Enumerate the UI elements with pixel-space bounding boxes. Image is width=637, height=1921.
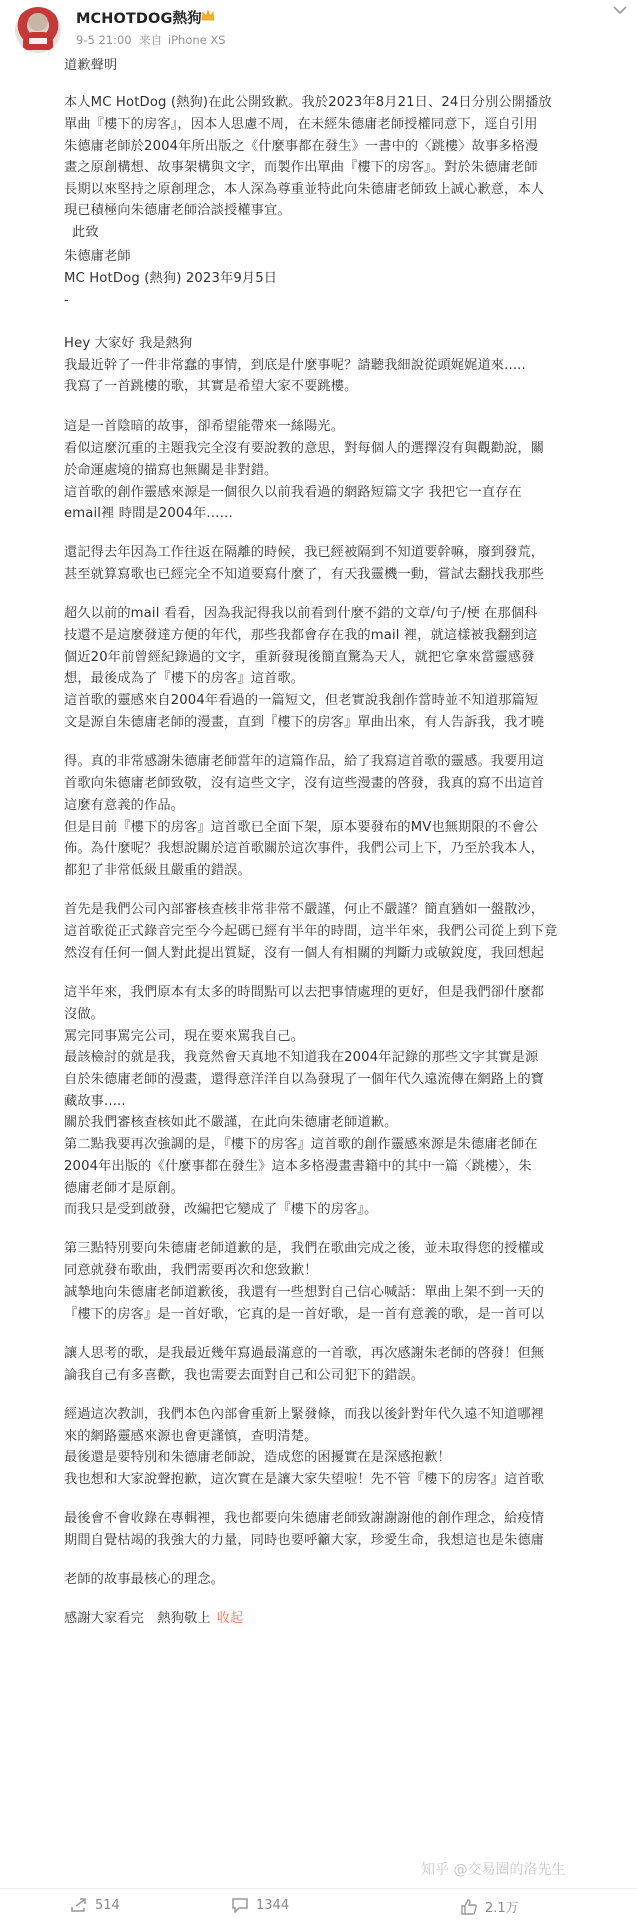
post-text-line: 看似這麼沉重的主題我完全沒有要說教的意思，對每個人的選擇沒有與觀勸說，關: [64, 441, 545, 456]
post-text-line: 道歉聲明: [64, 58, 118, 73]
author-name[interactable]: MCHOTDOG熱狗: [76, 11, 202, 27]
comment-count: 1344: [256, 1897, 290, 1913]
post-text-line: 罵完同事罵完公司，現在要來罵我自己。: [64, 1029, 305, 1044]
post-header: [0, 0, 637, 64]
post-text-line: 朱德庸老師於2004年所出版之《什麼事都在發生》一書中的〈跳樓〉故事多格漫: [64, 139, 539, 154]
post-text-line: 我最近幹了一件非常蠢的事情，到底是什麼事呢？請聽我細說從頭娓娓道來.....: [64, 358, 526, 373]
post-text-line: 而我只是受到啟發，改編把它變成了『樓下的房客』。: [64, 1202, 378, 1217]
post-text-line: 個近20年前曾經紀錄過的文字，重新發現後簡直驚為天人，就把它拿來當靈感發: [64, 650, 535, 665]
chevron-down-icon[interactable]: [611, 4, 629, 16]
action-bar: [0, 1888, 637, 1921]
source-prefix: 来自: [139, 33, 163, 47]
post-text-line: 關於我們審核查核如此不嚴謹，在此向朱德庸老師道歉。: [64, 1115, 398, 1130]
thumbs-up-icon: [460, 1899, 478, 1915]
post-text-line: 於命運處境的描寫也無關是非對錯。: [64, 463, 278, 478]
post-text-line: 最後會不會收錄在專輯裡，我也都要向朱德庸老師致謝謝謝他的創作理念，給疫情: [64, 1511, 545, 1526]
post-text-line: 最該檢討的就是我，我竟然會天真地不知道我在2004年記錄的那些文字其實是源: [64, 1050, 539, 1065]
post-text-line: 沒做。: [64, 1007, 105, 1022]
post-meta: [76, 32, 226, 48]
post-text-line: 期間自覺枯竭的我強大的力量，同時也要呼籲大家，珍愛生命，我想這也是朱德庸: [64, 1533, 545, 1548]
post-text-line: 首先是我們公司內部審核查核非常非常不嚴謹，何止不嚴謹？簡直猶如一盤散沙，: [64, 902, 545, 917]
post-text-line: 這首歌從正式錄音完至今今起碼已經有半年的時間，這半年來，我們公司從上到下竟: [64, 924, 558, 939]
post-text-line: 還記得去年因為工作往返在隔離的時候，我已經被隔到不知道要幹嘛，廢到發荒，: [64, 545, 545, 560]
post-source: iPhone XS: [167, 33, 226, 47]
post-text-line: 來的網路靈感來源也會更謹慎，查明清楚。: [64, 1429, 318, 1444]
post-text-line: 首歌向朱德庸老師致敬，沒有這些文字，沒有這些漫畫的啓發，我真的寫不出這首: [64, 776, 545, 791]
post-text-line: 讓人思考的歌，是我最近幾年寫過最滿意的一首歌，再次感謝朱老師的啓發！但無: [64, 1346, 545, 1361]
post-text-line: 畫之原創構想、故事架構與文字，而製作出單曲『樓下的房客』。對於朱德庸老師: [64, 160, 538, 175]
post-text-line: 本人MC HotDog (熱狗)在此公開致歉。我於2023年8月21日、24日分別公開播放: [64, 95, 552, 110]
post-text-line: 同意就發布歌曲，我們需要再次和您致歉！: [64, 1263, 318, 1278]
post-text-line: 『樓下的房客』是一首好歌，它真的是一首好歌，是一首有意義的歌，是一首可以: [64, 1307, 545, 1322]
post-text-line: email裡 時間是2004年……: [64, 506, 233, 521]
crown-icon: [201, 10, 215, 22]
post-text-line: 得。真的非常感謝朱德庸老師當年的這篇作品，給了我寫這首歌的靈感。我要用這: [64, 754, 545, 769]
watermark: 知乎 @交易圈的洛先生: [421, 1862, 566, 1878]
comment-button[interactable]: [231, 1897, 289, 1913]
post-text-line: 我也想和大家說聲抱歉，這次實在是讓大家失望啦！先不管『樓下的房客』這首歌: [64, 1472, 545, 1487]
post-text-line: 藏故事.....: [64, 1094, 126, 1109]
post-text-line: 想，最後成為了『樓下的房客』這首歌。: [64, 671, 305, 686]
avatar[interactable]: [15, 7, 61, 53]
post-text-line: 這是一首陰暗的故事，卻希望能帶來一絲陽光。: [64, 419, 345, 434]
repost-button[interactable]: [70, 1897, 120, 1913]
post-text-line: 這首歌的靈感來自2004年看過的一篇短文，但老實說我創作當時並不知道那篇短: [64, 693, 539, 708]
post-text-line: 朱德庸老師: [64, 249, 131, 264]
comment-icon: [231, 1897, 249, 1913]
post-text-line: 現已積極向朱德庸老師洽談授權事宜。: [64, 203, 291, 218]
avatar-shirt-tag: [29, 38, 47, 44]
post-text-line: 甚至就算寫歌也已經完全不知道要寫什麼了，有天我靈機一動，嘗試去翻找我那些: [64, 567, 545, 582]
post-text-line: 自於朱德庸老師的漫畫，還得意洋洋自以為發現了一個年代久遠流傳在網路上的寶: [64, 1072, 545, 1087]
post-text-line: 文是源自朱德庸老師的漫畫，直到『樓下的房客』單曲出來，有人告訴我，我才曉: [64, 715, 545, 730]
post-text-line: 這麼有意義的作品。: [64, 798, 185, 813]
post-text-line: 感謝大家看完 熱狗敬上 收起: [64, 1611, 244, 1626]
post-text-line: 這首歌的創作靈感來源是一個很久以前我看過的網路短篇文字 我把它一直存在: [64, 485, 522, 500]
post-text-line: 但是目前『樓下的房客』這首歌已全面下架，原本要發布的MV也無期限的不會公: [64, 820, 539, 835]
post-text-line: 這半年來，我們原本有太多的時間點可以去把事情處理的更好，但是我們卻什麼都: [64, 985, 545, 1000]
like-count: 2.1万: [485, 1901, 519, 1916]
post-text-line: 技還不是這麼發達方便的年代，那些我都會存在我的mail 裡，就這樣被我翻到這: [64, 628, 538, 643]
collapse-link[interactable]: 收起: [216, 1611, 244, 1626]
post-text-line: 第三點特別要向朱德庸老師道歉的是，我們在歌曲完成之後，並未取得您的授權或: [64, 1241, 545, 1256]
post-text-line: 2004年出版的《什麼事都在發生》這本多格漫畫書籍中的其中一篇〈跳樓〉，朱: [64, 1159, 532, 1174]
post-text-line: 然沒有任何一個人對此提出質疑，沒有一個人有相關的判斷力或敏銳度，我回想起: [64, 946, 545, 961]
repost-icon: [70, 1897, 88, 1913]
post-text-line: 我寫了一首跳樓的歌，其實是希望大家不要跳樓。: [64, 379, 358, 394]
post-text-line: 德庸老師才是原創。: [64, 1181, 185, 1196]
post-text-line: 都犯了非常低級且嚴重的錯誤。: [64, 863, 251, 878]
post-text-line: 此致: [72, 225, 99, 240]
post-text-line: 超久以前的mail 看看，因為我記得我以前看到什麼不錯的文章/句子/梗 在那個科: [64, 606, 538, 621]
post-text-line: -: [64, 293, 69, 308]
post-time: 9-5 21:00: [76, 33, 132, 47]
post-text-line: 誠摯地向朱德庸老師道歉後，我還有一些想對自己信心喊話：單曲上架不到一天的: [64, 1285, 545, 1300]
post-text-line: MC HotDog (熱狗) 2023年9月5日: [64, 271, 278, 286]
post-text-line: 長期以來堅持之原創理念，本人深為尊重並特此向朱德庸老師致上誠心歉意，本人: [64, 182, 545, 197]
post-text-line: 第二點我要再次強調的是，『樓下的房客』這首歌的創作靈感來源是朱德庸老師在: [64, 1137, 538, 1152]
avatar-face: [28, 13, 48, 31]
post-text-line: 最後還是要特別和朱德庸老師說，造成您的困擾實在是深感抱歉！: [64, 1450, 451, 1465]
post-text-line: 單曲『樓下的房客』，因本人思慮不周，在未經朱德庸老師授權同意下，逕自引用: [64, 117, 538, 132]
post-text-line: 老師的故事最核心的理念。: [64, 1572, 225, 1587]
post-text-line: 佈。為什麼呢？我想說關於這首歌關於這次事件，我們公司上下，乃至於我本人，: [64, 841, 545, 856]
post-text-line: Hey 大家好 我是熱狗: [64, 336, 193, 351]
repost-count: 514: [95, 1897, 120, 1913]
post-text-line: 經過這次教訓，我們本色內部會重新上緊發條，而我以後針對年代久遠不知道哪裡: [64, 1407, 545, 1422]
post-text-line: 論我自己有多喜歡，我也需要去面對自己和公司犯下的錯誤。: [64, 1368, 425, 1383]
like-button[interactable]: [460, 1897, 519, 1916]
